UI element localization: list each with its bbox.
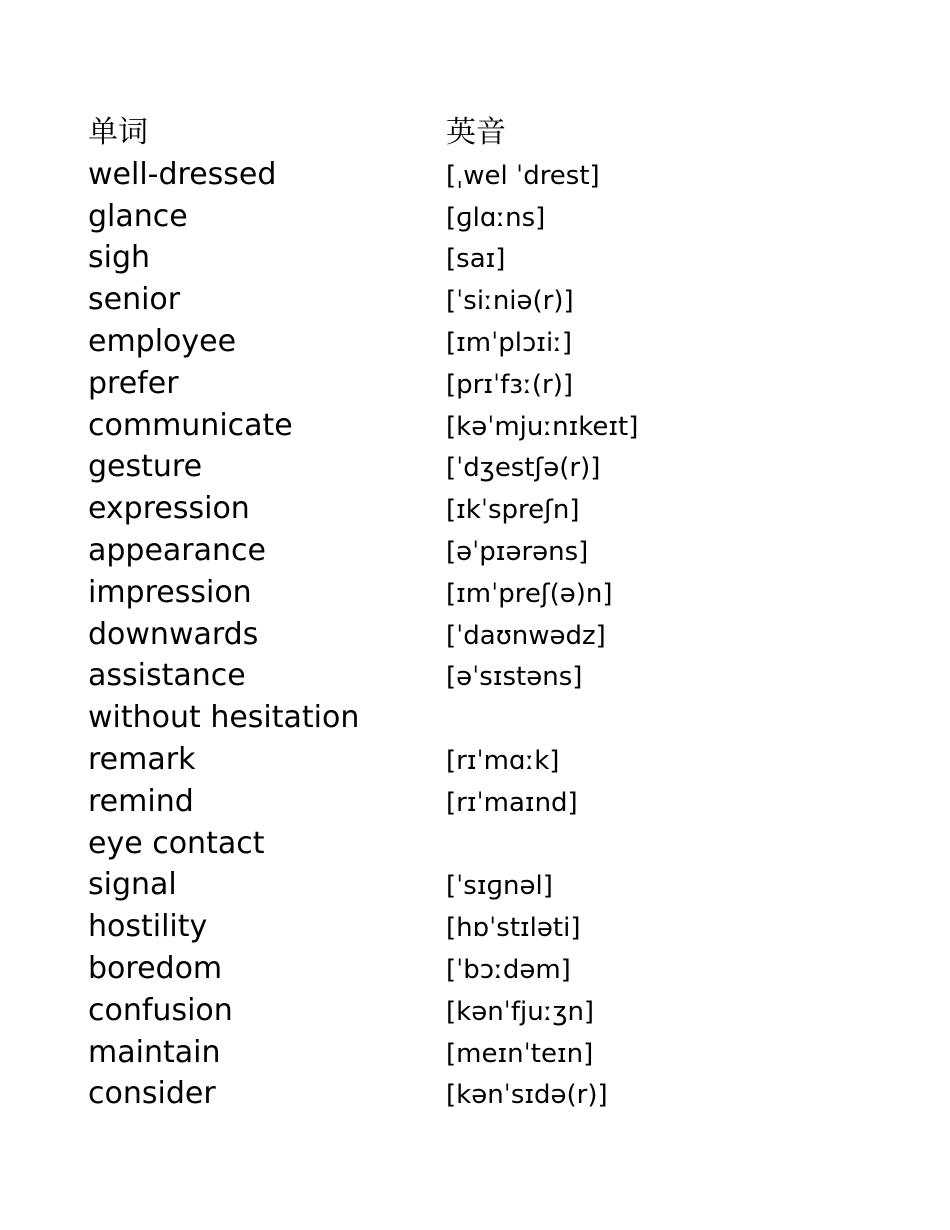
word-column-header: 单词 bbox=[88, 115, 148, 150]
table-row bbox=[88, 781, 848, 823]
phonetic-transcription: [kənˈfjuːʒn] bbox=[446, 996, 595, 1027]
vocabulary-word: confusion bbox=[88, 992, 233, 1028]
vocabulary-word: remark bbox=[88, 741, 196, 777]
vocabulary-word: eye contact bbox=[88, 825, 265, 861]
vocabulary-word: hostility bbox=[88, 909, 208, 945]
table-row bbox=[88, 154, 848, 196]
vocabulary-word: gesture bbox=[88, 449, 203, 485]
phonetic-transcription: [meɪnˈteɪn] bbox=[446, 1038, 594, 1069]
phonetic-transcription: [hɒˈstɪləti] bbox=[446, 913, 581, 944]
table-body bbox=[88, 154, 848, 1115]
phonetic-transcription: [ɪmˈpreʃ(ə)n] bbox=[446, 578, 613, 609]
phonetic-transcription: [ˈsɪɡnəl] bbox=[446, 871, 553, 902]
table-row bbox=[88, 488, 848, 530]
phonetic-transcription: [ɪmˈplɔɪiː] bbox=[446, 327, 573, 358]
phonetic-column-header: 英音 bbox=[446, 115, 506, 150]
phonetic-transcription: [prɪˈfɜː(r)] bbox=[446, 369, 574, 400]
phonetic-transcription: [əˈpɪərəns] bbox=[446, 536, 589, 567]
phonetic-transcription: [ˈdʒestʃə(r)] bbox=[446, 453, 601, 484]
table-row bbox=[88, 363, 848, 405]
vocabulary-word: senior bbox=[88, 282, 181, 318]
vocabulary-word: maintain bbox=[88, 1034, 221, 1070]
table-row bbox=[88, 990, 848, 1032]
phonetic-transcription: [ɡlɑːns] bbox=[446, 202, 546, 233]
vocabulary-word: communicate bbox=[88, 407, 293, 443]
vocabulary-word: remind bbox=[88, 783, 194, 819]
table-row bbox=[88, 405, 848, 447]
vocabulary-word: employee bbox=[88, 323, 237, 359]
table-row bbox=[88, 446, 848, 488]
vocabulary-word: expression bbox=[88, 491, 250, 527]
table-row bbox=[88, 530, 848, 572]
table-row bbox=[88, 739, 848, 781]
vocabulary-word: boredom bbox=[88, 950, 223, 986]
phonetic-transcription: [kənˈsɪdə(r)] bbox=[446, 1080, 608, 1111]
vocabulary-word: signal bbox=[88, 867, 177, 903]
table-row bbox=[88, 655, 848, 697]
vocabulary-word: impression bbox=[88, 574, 252, 610]
table-row bbox=[88, 906, 848, 948]
table-row bbox=[88, 614, 848, 656]
vocabulary-word: assistance bbox=[88, 658, 246, 694]
vocabulary-word: glance bbox=[88, 198, 188, 234]
table-row bbox=[88, 196, 848, 238]
phonetic-transcription: [rɪˈmaɪnd] bbox=[446, 787, 578, 818]
phonetic-transcription: [saɪ] bbox=[446, 244, 506, 275]
vocabulary-word: prefer bbox=[88, 365, 179, 401]
table-header bbox=[88, 112, 848, 154]
phonetic-transcription: [ˈsiːniə(r)] bbox=[446, 286, 574, 317]
phonetic-transcription: [rɪˈmɑːk] bbox=[446, 745, 560, 776]
vocabulary-word: well-dressed bbox=[88, 156, 277, 192]
vocabulary-word: downwards bbox=[88, 616, 259, 652]
phonetic-transcription: [ɪkˈspreʃn] bbox=[446, 495, 580, 526]
vocabulary-word: consider bbox=[88, 1076, 216, 1112]
phonetic-transcription: [ˈdaʊnwədz] bbox=[446, 620, 606, 651]
table-row bbox=[88, 1073, 848, 1115]
phonetic-transcription: [ˌwel ˈdrest] bbox=[446, 160, 600, 191]
table-row bbox=[88, 1032, 848, 1074]
table-row bbox=[88, 237, 848, 279]
phonetic-transcription: [ˈbɔːdəm] bbox=[446, 954, 571, 985]
table-row bbox=[88, 823, 848, 865]
vocabulary-word: appearance bbox=[88, 532, 266, 568]
table-row bbox=[88, 948, 848, 990]
vocabulary-table bbox=[88, 112, 848, 1115]
vocabulary-word: without hesitation bbox=[88, 700, 360, 736]
table-row bbox=[88, 864, 848, 906]
table-row bbox=[88, 321, 848, 363]
vocabulary-word: sigh bbox=[88, 240, 151, 276]
phonetic-transcription: [kəˈmjuːnɪkeɪt] bbox=[446, 411, 639, 442]
table-row bbox=[88, 572, 848, 614]
table-row bbox=[88, 697, 848, 739]
phonetic-transcription: [əˈsɪstəns] bbox=[446, 662, 583, 693]
table-row bbox=[88, 279, 848, 321]
